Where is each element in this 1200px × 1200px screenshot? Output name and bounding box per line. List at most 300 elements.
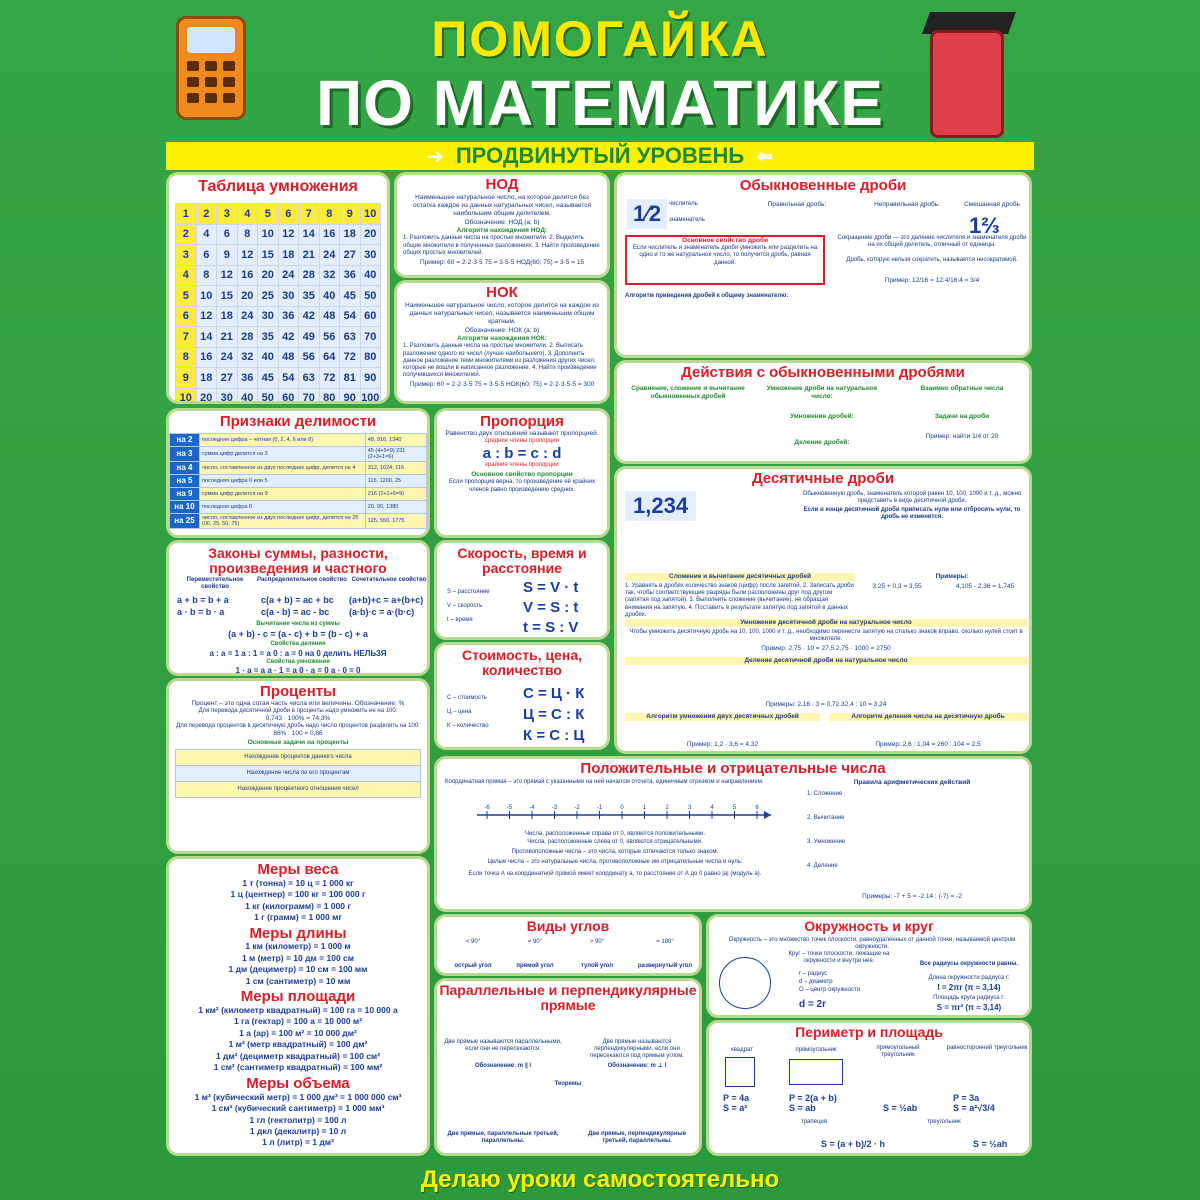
- cost-f2: Ц = С : К: [523, 706, 585, 723]
- table-cell: 15: [217, 286, 238, 307]
- tick-label: 4: [710, 805, 714, 811]
- table-row: [176, 204, 381, 225]
- left-arrow-icon: ⬅: [756, 146, 774, 168]
- basic-property: Если числитель и знаменатель дроби умножить или разделить на одно и то же натуральное число, то получится дробь, равная данной.: [632, 245, 818, 266]
- table-cell: на 3: [170, 446, 200, 461]
- table-cell: 9: [217, 245, 238, 266]
- cost-k: К – количество: [447, 723, 489, 729]
- table-cell: 12: [196, 306, 217, 327]
- trapezoid-f: S = (a + b)/2 · h: [821, 1139, 886, 1149]
- multiplication-panel: [166, 172, 390, 404]
- integers-text: Целые числа – это натуральные числа, противоположные им отрицательные числа и нуль:: [487, 859, 743, 865]
- parallel-notation: Обозначение: m ∥ l: [474, 1063, 532, 1069]
- table-cell: на 4: [170, 461, 200, 474]
- table-row: [170, 474, 427, 487]
- angles-title: Виды углов: [526, 918, 610, 934]
- table-cell: 20, 90, 1380: [365, 500, 426, 513]
- reduce-text: Сокращение дроби — это деление числителя и знаменателя дроби на их общий делитель, отличный от единицы.: [837, 235, 1027, 249]
- table-cell: 10: [196, 286, 217, 307]
- perpendicular-notation: Обозначение: m ⊥ l: [607, 1063, 667, 1069]
- table-cell: 5: [176, 286, 197, 307]
- table-cell: 18: [196, 368, 217, 389]
- weight-title: Меры веса: [257, 861, 339, 878]
- table-row: [170, 433, 427, 446]
- decimal-mul-ex: Пример: 2,75 · 10 = 27,5 2,75 · 1000 = 2750: [761, 645, 891, 652]
- table-cell: сумма цифр делится на 9: [200, 487, 366, 500]
- table-cell: 72: [340, 347, 361, 368]
- eq-triangle-f1: P = 3a: [953, 1093, 980, 1103]
- rule-add: 1. Сложение: [807, 791, 843, 797]
- table-cell: 1: [176, 204, 197, 225]
- table-cell: 14: [299, 224, 320, 245]
- obtuse-value: > 90°: [589, 939, 605, 945]
- eq-triangle-label: равносторонний треугольник: [946, 1045, 1028, 1051]
- list-item: 1 м³ (кубический метр) = 1 000 дм³ = 1 000 000 см³: [194, 1091, 402, 1102]
- divisibility-table: [169, 433, 427, 529]
- triangle-f: S = ½ah: [973, 1139, 1008, 1149]
- law-f5: c(a - b) = ac - bc: [261, 607, 330, 617]
- signed-title: Положительные и отрицательные числа: [580, 760, 886, 777]
- table-cell: 6: [278, 204, 299, 225]
- area-title: Меры площади: [240, 988, 356, 1006]
- table-cell: 35: [258, 327, 279, 348]
- table-cell: 312, 1024, 116: [365, 461, 426, 474]
- footer: Делаю уроки самостоятельно: [420, 1166, 780, 1193]
- table-row: [176, 286, 381, 307]
- negative-text: Числа, расположенные слева от 0, являются отрицательными.: [527, 839, 703, 845]
- table-cell: 16: [319, 224, 340, 245]
- fraction-task-title: Задачи на дроби: [934, 413, 990, 420]
- decimal-mul2-ex: Пример: 1,2 · 3,6 = 4,32: [686, 741, 759, 748]
- length-list: [169, 941, 427, 987]
- decimal-mul2-title: Алгоритм умножения двух десятичных дробей: [625, 713, 820, 721]
- fraction-sample: 1⁄2: [627, 199, 667, 229]
- right-triangle-label: прямоугольный треугольник: [876, 1045, 920, 1059]
- table-cell: 20: [360, 224, 381, 245]
- rect-shape: [789, 1059, 843, 1085]
- table-cell: 63: [299, 368, 320, 389]
- cost-f1: С = Ц · К: [523, 685, 585, 702]
- rect-f1: P = 2(a + b): [789, 1093, 837, 1103]
- circle-area: Площадь круга радиуса r:: [933, 995, 1005, 1001]
- proportion-formula: a : b = c : d: [482, 445, 562, 463]
- lcm-example: Пример: 60 = 2·2·3·5 75 = 3·5·5 НОК(60; 75) = 2·2·3·5·5 = 300: [409, 381, 595, 389]
- level-label: ПРОДВИНУТЫЙ УРОВЕНЬ: [455, 143, 745, 168]
- percent-rule1: Для перевода десятичной дроби в проценты надо умножить ее на 100:: [198, 707, 398, 714]
- circle-def: Окружность – это множество точек плоскости, равноудаленных от данной точки, называемой центром окружности.: [728, 937, 1016, 951]
- tick-label: 3: [687, 805, 692, 811]
- table-cell: 56: [319, 327, 340, 348]
- circle-d: d – диаметр: [799, 979, 833, 985]
- table-cell: 36: [340, 265, 361, 286]
- circle-len: Длина окружности радиуса r:: [928, 975, 1010, 981]
- common-denominator: Алгоритм приведения дробей к общему знаменателю:: [625, 293, 789, 299]
- table-cell: 9: [340, 204, 361, 225]
- list-item: 1 л (литр) = 1 дм³: [262, 1137, 334, 1148]
- table-cell: 9: [176, 368, 197, 389]
- law-f2: c(a + b) = ac + bc: [261, 595, 334, 605]
- table-cell: 27: [217, 368, 238, 389]
- perpendicular-def: Две прямые называются перпендикулярными, если они пересекаются под прямым углом.: [589, 1039, 685, 1060]
- table-cell: 54: [278, 368, 299, 389]
- table-cell: 125, 550, 1775: [365, 513, 426, 528]
- lcm-title: НОК: [486, 284, 518, 301]
- table-cell: 10: [360, 204, 381, 225]
- table-cell: 72: [319, 368, 340, 389]
- table-cell: 5: [258, 204, 279, 225]
- table-cell: 24: [217, 347, 238, 368]
- table-cell: 49: [299, 327, 320, 348]
- square-shape: [725, 1057, 755, 1087]
- mixed-fraction-sample: 1⅔: [969, 213, 1000, 238]
- table-cell: 42: [299, 306, 320, 327]
- table-cell: 2: [176, 224, 197, 245]
- table-cell: 100: [360, 388, 381, 404]
- fraction-div-title: Деление дробей:: [794, 439, 850, 446]
- list-item: 1 дм² (дециметр квадратный) = 100 см²: [215, 1050, 381, 1061]
- table-row: [176, 368, 381, 389]
- tick-label: 0: [620, 805, 624, 811]
- law-f4: a · b = b · a: [177, 607, 225, 617]
- table-cell: 8: [176, 347, 197, 368]
- laws-panel: [166, 540, 430, 676]
- decimal-div2-title: Алгоритм деления числа на десятичную дробь: [829, 713, 1027, 721]
- speed-panel: [434, 540, 610, 640]
- square-f2: S = a²: [723, 1103, 748, 1113]
- decimal-ex2: 4,105 - 2,36 = 1,745: [955, 583, 1015, 590]
- table-cell: 28: [237, 327, 258, 348]
- percent-task3: Нахождение процентного отношения чисел: [176, 782, 420, 797]
- multiplication-table: [175, 203, 381, 404]
- header: [0, 0, 1200, 142]
- decimal-panel: [614, 466, 1032, 754]
- table-cell: 32: [237, 347, 258, 368]
- table-cell: на 2: [170, 433, 200, 446]
- table-cell: 25: [258, 286, 279, 307]
- rule-sub: 2. Вычитание: [807, 815, 845, 821]
- table-cell: число, составленное из двух последних цифр, делится на 25 (00, 25, 50, 75): [200, 513, 366, 528]
- right-value: = 90°: [527, 939, 543, 945]
- fraction-mul-title: Умножение дробей:: [790, 413, 854, 420]
- coord-line-def: Координатная прямая – это прямая с указанными на ней началом отсчета, единичным отрезком и направлением.: [445, 779, 764, 785]
- mixed-fraction: Смешанная дробь: [964, 201, 1020, 208]
- table-row: [170, 446, 427, 461]
- table-cell: 18: [217, 306, 238, 327]
- table-cell: 28: [299, 265, 320, 286]
- table-cell: 20: [237, 286, 258, 307]
- table-cell: 60: [360, 306, 381, 327]
- tick-label: 2: [665, 805, 669, 811]
- fraction-mul-nat-title: Умножение дроби на натуральное число:: [766, 385, 878, 401]
- percent-tasks-table: [175, 749, 421, 799]
- table-row: [176, 347, 381, 368]
- table-row: [170, 513, 427, 528]
- speed-f2: V = S : t: [523, 599, 579, 616]
- volume-list: [169, 1092, 427, 1149]
- table-cell: 63: [340, 327, 361, 348]
- table-cell: 54: [340, 306, 361, 327]
- speed-f1: S = V · t: [523, 579, 579, 596]
- table-cell: 6: [176, 306, 197, 327]
- table-cell: 4: [237, 204, 258, 225]
- gcd-algo-title: Алгоритм нахождения НОД:: [456, 227, 548, 235]
- lines-title: Параллельные и перпендикулярные прямые: [439, 982, 697, 1013]
- circle-title: Окружность и круг: [804, 918, 934, 934]
- number-line: [475, 803, 775, 829]
- decimal-ex1: 3,25 + 0,3 = 3,55: [872, 583, 922, 590]
- table-row: [176, 306, 381, 327]
- percent-task1: Нахождение процентов данного числа: [176, 750, 420, 766]
- denominator-label: знаменатель: [669, 217, 705, 223]
- table-cell: 18: [278, 245, 299, 266]
- circle-panel: [706, 914, 1032, 1018]
- circle-r: r – радиус: [799, 971, 828, 977]
- measures-panel: [166, 856, 430, 1156]
- tick-label: -2: [574, 805, 580, 811]
- level-banner: [166, 142, 1034, 170]
- gcd-definition: Наименьшее натуральное число, на которое делится без остатка каждое из данных натуральных чисел, называется наибольшим общим делителем.: [412, 193, 592, 217]
- subtraction-formula: (a + b) - c = (a - c) + b = (b - c) + a: [228, 629, 368, 639]
- table-cell: 15: [258, 245, 279, 266]
- table-cell: 90: [360, 368, 381, 389]
- circle-lenf: l = 2πr (π ≈ 3,14): [937, 983, 1001, 992]
- table-cell: 36: [237, 368, 258, 389]
- multiplication-title: Таблица умножения: [198, 178, 358, 195]
- table-cell: 6: [196, 245, 217, 266]
- decimal-mul-title: Умножение десятичной дроби на натуральное число: [625, 619, 1027, 627]
- table-row: [170, 461, 427, 474]
- table-cell: 40: [258, 347, 279, 368]
- laws-title: Законы суммы, разности, произведения и частного: [208, 545, 388, 576]
- table-cell: 21: [299, 245, 320, 266]
- speed-s: S – расстояние: [447, 589, 490, 595]
- table-cell: 70: [299, 388, 320, 404]
- table-cell: 40: [237, 388, 258, 404]
- basic-property-title: Основное свойство дроби: [682, 237, 768, 244]
- basic-property-box: [625, 235, 825, 285]
- table-row: [176, 224, 381, 245]
- table-cell: 80: [319, 388, 340, 404]
- decimal-div-ex: Примеры: 2,16 : 3 = 0,72 32,4 : 10 = 3,24: [765, 701, 887, 708]
- perimeter-panel: [706, 1020, 1032, 1156]
- list-item: 1 а (ар) = 100 м² = 10 000 дм²: [239, 1027, 357, 1038]
- opposite-text: Противоположные числа – это числа, которые отличаются только знаком.: [511, 849, 719, 855]
- table-cell: 8: [196, 265, 217, 286]
- table-cell: 30: [258, 306, 279, 327]
- table-cell: 12: [278, 224, 299, 245]
- subtraction-title: Вычитание числа из суммы: [256, 621, 340, 627]
- table-cell: 70: [360, 327, 381, 348]
- proportion-prop-title: Основное свойство пропорции: [471, 471, 573, 479]
- percent-title: Проценты: [260, 683, 336, 700]
- proportion-extreme: крайние члены пропорции: [485, 462, 559, 469]
- proportion-title: Пропорция: [480, 413, 564, 430]
- positive-text: Числа, расположенные справа от 0, являются положительными.: [524, 831, 705, 837]
- table-cell: 10: [258, 224, 279, 245]
- table-cell: 30: [278, 286, 299, 307]
- table-cell: на 9: [170, 487, 200, 500]
- list-item: 1 км² (километр квадратный) = 100 га = 10 000 а: [198, 1005, 398, 1015]
- mult-props: 1 · a = a a · 1 = a 0 · a = 0 a · 0 = 0: [235, 666, 361, 675]
- table-cell: 16: [196, 347, 217, 368]
- decimal-sample: 1,234: [625, 491, 696, 521]
- proportion-middle: средние члены пропорции: [485, 437, 559, 444]
- table-cell: 14: [196, 327, 217, 348]
- division-props-title: Свойства деления: [270, 641, 326, 647]
- speed-v: V – скорость: [447, 603, 483, 609]
- acute-value: < 90°: [465, 939, 481, 945]
- right-triangle-f: S = ½ab: [883, 1103, 918, 1113]
- gcd-title: НОД: [485, 176, 519, 193]
- percent-rule2: Для перевода процентов в десятичную дробь надо число процентов разделить на 100:: [176, 723, 420, 730]
- proportion-panel: [434, 408, 610, 538]
- decimal-mul10: Чтобы умножить десятичную дробь на 10, 100, 1000 и т. д., необходимо перенести запятую на столько знаков вправо, сколько нулей стоит в множителе.: [629, 629, 1023, 643]
- table-cell: 12: [237, 245, 258, 266]
- table-cell: 8: [237, 224, 258, 245]
- proper-fraction: Правильная дробь:: [767, 201, 827, 208]
- inverse-title: Взаимно обратные числа: [920, 385, 1004, 392]
- gcd-example: Пример: 60 = 2·2·3·5 75 = 3·5·5 НОД(60; 75) = 3·5 = 15: [419, 258, 585, 266]
- speed-f3: t = S : V: [523, 619, 579, 636]
- tick-label: 1: [642, 805, 647, 811]
- table-cell: 80: [360, 347, 381, 368]
- table-cell: 50: [258, 388, 279, 404]
- gcd-notation: Обозначение: НОД (a; b): [464, 219, 540, 227]
- table-cell: 30: [217, 388, 238, 404]
- mult-props-title: Свойства умножения: [266, 659, 330, 665]
- percent-panel: [166, 678, 430, 854]
- tick-label: -3: [551, 805, 558, 811]
- table-cell: 2: [196, 204, 217, 225]
- eq-triangle-f2: S = a²√3/4: [953, 1103, 995, 1113]
- table-cell: 8: [319, 204, 340, 225]
- table-cell: 115, 1200, 25: [365, 474, 426, 487]
- table-cell: 40: [360, 265, 381, 286]
- circle-drawing: [719, 957, 771, 1009]
- rect-label: прямоугольник: [795, 1047, 837, 1053]
- table-cell: 24: [278, 265, 299, 286]
- angles-panel: [434, 914, 702, 976]
- right-arrow-icon: ➜: [426, 146, 444, 168]
- modulus-text: Если точка А на координатной прямой имеет координату а, то расстояние от А до 0 равно |а| (модуль а).: [468, 871, 762, 877]
- proportion-prop: Если пропорция верна, то произведение её крайних членов равно произведению средних.: [449, 479, 595, 493]
- table-cell: 48, 916, 1340: [365, 433, 426, 446]
- table-row: [170, 500, 427, 513]
- list-item: 1 см³ (кубический сантиметр) = 1 000 мм³: [211, 1103, 385, 1114]
- arith-rules-title: Правила арифметических действий: [853, 779, 971, 786]
- weight-list: [169, 878, 427, 924]
- table-row: [176, 327, 381, 348]
- list-item: 1 см (сантиметр) = 10 мм: [245, 975, 351, 986]
- commutative-label: Переместительное свойство: [186, 577, 244, 591]
- table-cell: 45: [340, 286, 361, 307]
- straight-angle-label: развернутый угол: [637, 963, 693, 969]
- gcd-panel: [394, 172, 610, 278]
- table-row: [176, 245, 381, 266]
- cost-panel: [434, 642, 610, 750]
- lines-panel: [434, 978, 702, 1156]
- fractions-title: Обыкновенные дроби: [739, 177, 907, 194]
- percent-tasks-title: Основные задачи на проценты: [247, 738, 349, 746]
- circle-o: O – центр окружности: [799, 987, 861, 993]
- list-item: 1 гл (гектолитр) = 100 л: [249, 1114, 347, 1125]
- decimal-div2-ex: Пример: 2,6 : 1,04 = 260 : 104 = 2,5: [875, 741, 981, 748]
- percent-rule1-ex: 0,743 · 100% = 74,3%: [265, 715, 331, 723]
- tick-label: 5: [732, 805, 737, 811]
- theorems-label: Теоремы: [554, 1081, 582, 1087]
- circle-circ: Круг – точки плоскости, лежащие на окружности и внутри нее.: [788, 951, 890, 965]
- table-cell: на 5: [170, 474, 200, 487]
- straight-value: = 180°: [656, 939, 674, 945]
- table-cell: 3: [217, 204, 238, 225]
- table-cell: 6: [217, 224, 238, 245]
- theorem1: Две прямые, параллельные третьей, параллельны.: [447, 1131, 559, 1145]
- table-cell: 216 (2+1+6=9): [365, 487, 426, 500]
- gcd-algo: 1. Разложить данные числа на простые множители. 2. Выделить общие множители в полученных разложениях. 3. Найти произведение общих простых множителей.: [403, 235, 600, 256]
- list-item: 1 дм (дециметр) = 10 см = 100 мм: [228, 964, 368, 975]
- improper-fraction: Неправильная дробь:: [874, 201, 940, 208]
- tick-label: -5: [506, 805, 513, 811]
- list-item: 1 м² (метр квадратный) = 100 дм²: [228, 1039, 368, 1050]
- list-item: 1 м (метр) = 10 дм = 100 см: [241, 952, 355, 963]
- table-row: [176, 265, 381, 286]
- table-cell: 4: [196, 224, 217, 245]
- triangle-label: треугольник: [927, 1119, 961, 1125]
- list-item: 1 км (километр) = 1 000 м: [245, 941, 351, 952]
- square-label: квадрат: [731, 1047, 753, 1053]
- table-cell: 4: [176, 265, 197, 286]
- table-cell: 45: [258, 368, 279, 389]
- tick-label: 6: [755, 805, 759, 811]
- table-cell: последняя цифра 0: [200, 500, 366, 513]
- table-cell: 30: [360, 245, 381, 266]
- list-item: 1 ц (центнер) = 100 кг = 100 000 г: [230, 889, 366, 900]
- parallel-def: Две прямые называются параллельными, если они не пересекаются.: [444, 1039, 562, 1053]
- divisibility-panel: [166, 408, 430, 538]
- circle-dr: d = 2r: [799, 999, 826, 1010]
- table-cell: 20: [258, 265, 279, 286]
- list-item: 1 га (гектар) = 100 а = 10 000 м²: [233, 1016, 363, 1027]
- square-f1: P = 4a: [723, 1093, 750, 1103]
- table-cell: 7: [299, 204, 320, 225]
- table-cell: на 10: [170, 500, 200, 513]
- fraction-ops-panel: [614, 360, 1032, 464]
- volume-title: Меры объема: [246, 1074, 350, 1092]
- table-cell: 56: [299, 347, 320, 368]
- decimal-trailing: Если в конце десятичной дроби приписать нули или отбросить нули, то дробь не изменится.: [803, 507, 1021, 521]
- lcm-panel: [394, 280, 610, 404]
- table-cell: 16: [237, 265, 258, 286]
- cost-f3: К = С : Ц: [523, 727, 585, 744]
- tick-label: -6: [484, 805, 490, 811]
- table-cell: 42: [278, 327, 299, 348]
- numerator-label: числитель: [669, 201, 698, 207]
- lcm-definition: Наименьшее натуральное число, которое делится на каждое из данных натуральных чисел, называется наименьшим общим кратным.: [405, 301, 599, 325]
- circle-areaf: S = πr² (π ≈ 3,14): [936, 1003, 1002, 1012]
- fraction-task-example: Пример: найти 1/4 от 20: [925, 433, 999, 440]
- obtuse-angle-label: тупой угол: [580, 963, 614, 969]
- theorem2: Две прямые, перпендикулярные третьей, параллельны.: [588, 1131, 686, 1145]
- trapezoid-label: трапеция: [800, 1119, 828, 1125]
- irreducible-text: Дробь, которую нельзя сократить, называется несократимой.: [846, 257, 1018, 263]
- law-f3: (a+b)+c = a+(b+c): [349, 595, 424, 605]
- table-cell: 21: [217, 327, 238, 348]
- acute-angle-label: острый угол: [454, 963, 492, 969]
- table-cell: 3: [176, 245, 197, 266]
- circle-radii: Все радиусы окружности равны.: [919, 961, 1019, 967]
- lcm-algo: 1. Разложить данные числа на простые множители. 2. Выписать разложение одного из чисел (лучше наибольшего). 3. Дополнить данное разложение теми множителями из разложения других чисел, которые не вошли в написанное разложение. 4. Найти произведение получившихся множителей.: [403, 343, 597, 379]
- area-list: [169, 1005, 427, 1074]
